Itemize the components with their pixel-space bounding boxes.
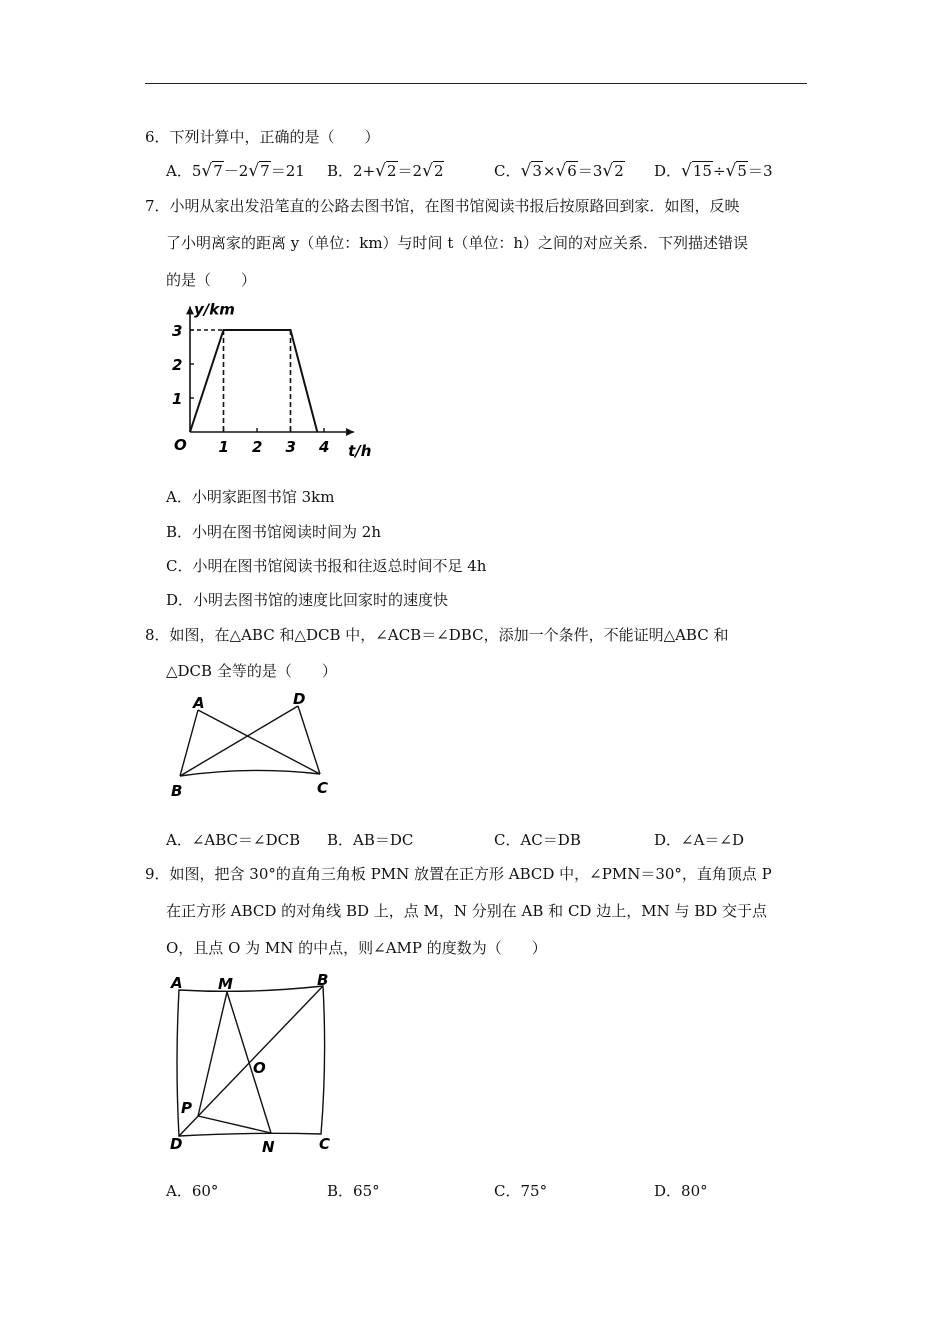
q9-diagonal-bd bbox=[179, 986, 323, 1136]
q8-label-a: A bbox=[193, 694, 205, 712]
q6-a-radical-2: √7 bbox=[248, 161, 270, 181]
q9-label-d: D bbox=[170, 1135, 183, 1153]
q9-label-n: N bbox=[262, 1138, 275, 1156]
q7-option-a[interactable]: A．小明家距图书馆 3km bbox=[166, 488, 335, 506]
q8-option-c[interactable]: C．AC＝DB bbox=[494, 831, 581, 849]
q6-option-d-label: D． bbox=[654, 162, 682, 180]
q6-a-tail: ＝21 bbox=[270, 162, 305, 180]
q6-option-b[interactable] bbox=[327, 161, 444, 181]
q6-d-radical-1: √15 bbox=[681, 161, 712, 181]
q6-b-coef: 2+ bbox=[353, 162, 376, 180]
q6-option-b-label: B． bbox=[327, 162, 354, 180]
q6-d-radical-2: √5 bbox=[725, 161, 747, 181]
q9-segment-mp bbox=[198, 992, 227, 1116]
q9-label-o: O bbox=[253, 1059, 266, 1077]
q9-option-c[interactable]: C．75° bbox=[494, 1182, 548, 1200]
q6-c-radical-3: √2 bbox=[602, 161, 624, 181]
q6-option-d[interactable] bbox=[654, 161, 772, 181]
x-tick-label: 3 bbox=[285, 438, 296, 456]
x-tick-label: 4 bbox=[319, 438, 330, 456]
x-tick-label: 1 bbox=[218, 438, 229, 456]
q9-option-d[interactable]: D．80° bbox=[654, 1182, 708, 1200]
q9-square-figure bbox=[165, 968, 345, 1158]
x-tick-label: 2 bbox=[252, 438, 263, 456]
q8-stem-line-1: 8．如图，在△ABC 和△DCB 中，∠ACB＝∠DBC，添加一个条件，不能证明△ABC 和 bbox=[145, 626, 729, 644]
q6-option-a-label: A． bbox=[166, 162, 192, 180]
q6-c-mid2: ＝3 bbox=[577, 162, 603, 180]
q8-option-b[interactable]: B．AB＝DC bbox=[327, 831, 414, 849]
q6-a-mid: －2 bbox=[223, 162, 249, 180]
q8-side-db bbox=[180, 706, 298, 776]
q6-b-mid: ＝2 bbox=[397, 162, 423, 180]
q8-option-a[interactable]: A．∠ABC＝∠DCB bbox=[166, 831, 301, 849]
q9-segment-pn bbox=[198, 1116, 271, 1133]
q7-option-b[interactable]: B．小明在图书馆阅读时间为 2h bbox=[166, 523, 381, 541]
header-rule bbox=[145, 83, 807, 84]
q6-option-c[interactable] bbox=[494, 161, 625, 181]
q6-c-mid: × bbox=[542, 162, 556, 180]
q8-triangles-figure bbox=[165, 692, 345, 804]
q9-stem-line-1: 9．如图，把含 30°的直角三角板 PMN 放置在正方形 ABCD 中，∠PMN＝30°，直角顶点 P bbox=[145, 865, 772, 883]
q7-stem-line-2: 了小明离家的距离 y（单位：km）与时间 t（单位：h）之间的对应关系．下列描述错误 bbox=[166, 234, 749, 252]
q6-b-radical-2: √2 bbox=[422, 161, 444, 181]
q9-label-p: P bbox=[181, 1099, 192, 1117]
q6-b-radical-1: √2 bbox=[375, 161, 397, 181]
q6-c-radical-1: √3 bbox=[520, 161, 542, 181]
q9-stem-line-2: 在正方形 ABCD 的对角线 BD 上，点 M，N 分别在 AB 和 CD 边上，MN 与 BD 交于点 bbox=[166, 902, 768, 920]
x-axis-arrow bbox=[346, 428, 354, 436]
q8-side-ab bbox=[180, 710, 198, 776]
y-tick-label: 2 bbox=[172, 356, 183, 374]
q7-distance-time-graph bbox=[160, 298, 390, 466]
q6-a-radical-1: √7 bbox=[201, 161, 223, 181]
q8-label-d: D bbox=[293, 692, 306, 708]
q9-label-c: C bbox=[319, 1135, 331, 1153]
distance-line bbox=[190, 330, 317, 432]
q6-option-c-label: C． bbox=[494, 162, 521, 180]
q8-label-c: C bbox=[317, 779, 329, 797]
q9-label-a: A bbox=[171, 974, 183, 992]
q7-stem-line-1: 7．小明从家出发沿笔直的公路去图书馆，在图书馆阅读书报后按原路回到家．如图，反映 bbox=[145, 197, 740, 215]
q9-stem-line-3: O，且点 O 为 MN 的中点，则∠AMP 的度数为（ ） bbox=[166, 939, 547, 957]
q7-stem-line-3: 的是（ ） bbox=[166, 271, 257, 289]
x-axis-label: t/h bbox=[348, 442, 372, 460]
q7-option-d[interactable]: D．小明去图书馆的速度比回家时的速度快 bbox=[166, 591, 449, 609]
q6-c-radical-2: √6 bbox=[555, 161, 577, 181]
q8-side-bc bbox=[180, 770, 320, 776]
y-axis-arrow bbox=[186, 306, 194, 314]
y-tick-label: 3 bbox=[172, 322, 183, 340]
q6-option-a[interactable] bbox=[166, 161, 305, 181]
origin-label: O bbox=[174, 436, 187, 454]
q9-label-m: M bbox=[218, 975, 233, 993]
q9-label-b: B bbox=[317, 971, 329, 989]
q7-option-c[interactable]: C．小明在图书馆阅读书报和往返总时间不足 4h bbox=[166, 557, 487, 575]
q8-stem-line-2: △DCB 全等的是（ ） bbox=[166, 662, 337, 680]
q6-d-mid: ÷ bbox=[712, 162, 726, 180]
q6-d-tail: ＝3 bbox=[747, 162, 773, 180]
q6-stem: 6．下列计算中，正确的是（ ） bbox=[145, 128, 380, 146]
y-axis-label: y/km bbox=[194, 300, 235, 319]
q6-a-coef: 5 bbox=[191, 162, 202, 180]
y-tick-label: 1 bbox=[172, 390, 183, 408]
q9-option-b[interactable]: B．65° bbox=[327, 1182, 380, 1200]
q9-option-a[interactable]: A．60° bbox=[166, 1182, 219, 1200]
q8-label-b: B bbox=[171, 782, 183, 800]
q8-option-d[interactable]: D．∠A＝∠D bbox=[654, 831, 745, 849]
